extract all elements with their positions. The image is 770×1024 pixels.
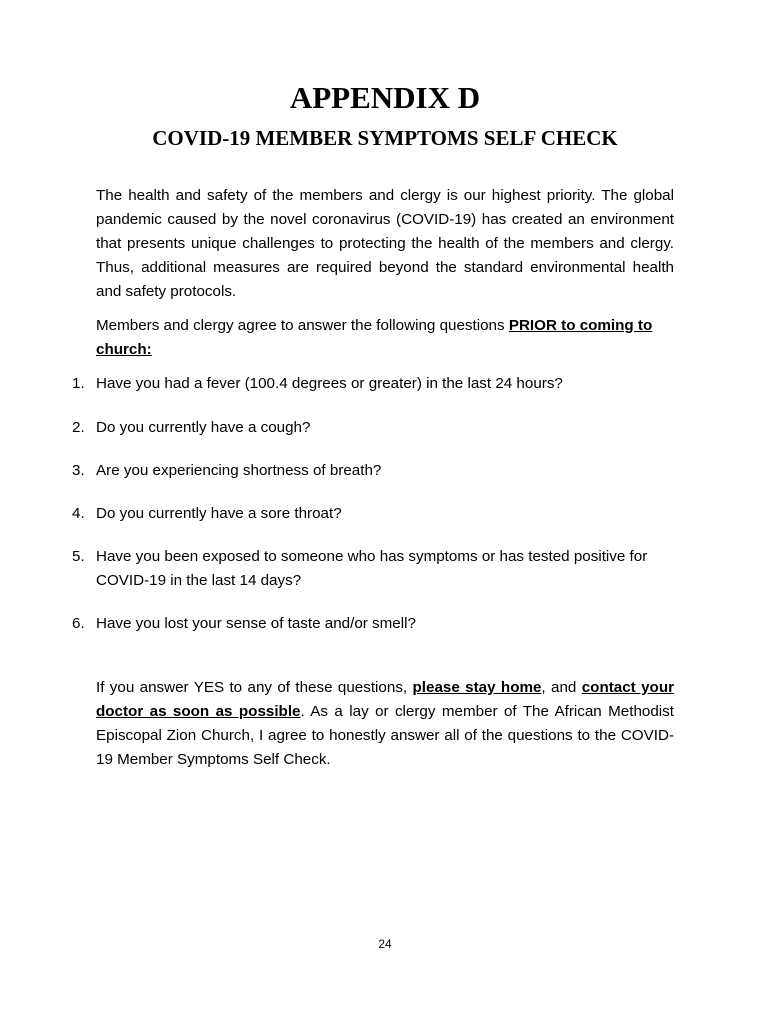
instruction-paragraph (96, 314, 674, 362)
question-number: 5. (72, 548, 85, 565)
instruction-emphasis: PRIOR to coming to church: (96, 317, 653, 358)
question-number: 4. (72, 505, 85, 522)
question-item (72, 416, 674, 440)
question-item (72, 545, 674, 593)
closing-emphasis-stay-home: please stay home (412, 679, 542, 696)
closing-emphasis-contact-doctor: contact your doctor as soon as possible (96, 679, 675, 720)
closing-text-3: . As a lay or clergy member of The African Methodist Episcopal Zion Church, I agree to honestly answer all of the questions to the COVID-19 Member Symptoms Self Check. (96, 703, 674, 768)
question-number: 1. (72, 375, 85, 392)
page-subtitle: COVID-19 MEMBER SYMPTOMS SELF CHECK (152, 126, 618, 150)
closing-text-1: If you answer YES to any of these questions, (96, 679, 413, 696)
intro-paragraph: The health and safety of the members and clergy is our highest priority. The global pandemic caused by the novel coronavirus (COVID-19) has created an environment that presents unique challenges to protecting the health of the members and clergy. Thus, additional measures are required beyond the standard environmental health and safety protocols. (96, 187, 674, 300)
question-text: Do you currently have a cough? (96, 419, 311, 436)
question-number: 3. (72, 462, 85, 479)
question-text: Have you been exposed to someone who has symptoms or has tested positive for COVID-19 in the last 14 days? (96, 548, 648, 589)
question-item (72, 612, 674, 636)
question-item (72, 502, 674, 526)
instruction-text: Members and clergy agree to answer the following questions (96, 317, 509, 334)
question-number: 6. (72, 615, 85, 632)
page-title: APPENDIX D (289, 80, 481, 115)
question-text: Do you currently have a sore throat? (96, 505, 342, 522)
page-number: 24 (378, 937, 392, 951)
question-text: Have you lost your sense of taste and/or smell? (96, 615, 416, 632)
question-number: 2. (72, 419, 85, 436)
question-item (72, 372, 674, 396)
questions-list (72, 372, 674, 636)
question-text: Are you experiencing shortness of breath? (96, 462, 382, 479)
closing-text-2: , and (541, 679, 582, 696)
closing-paragraph (96, 676, 674, 772)
question-item (72, 459, 674, 483)
question-text: Have you had a fever (100.4 degrees or greater) in the last 24 hours? (96, 375, 563, 392)
